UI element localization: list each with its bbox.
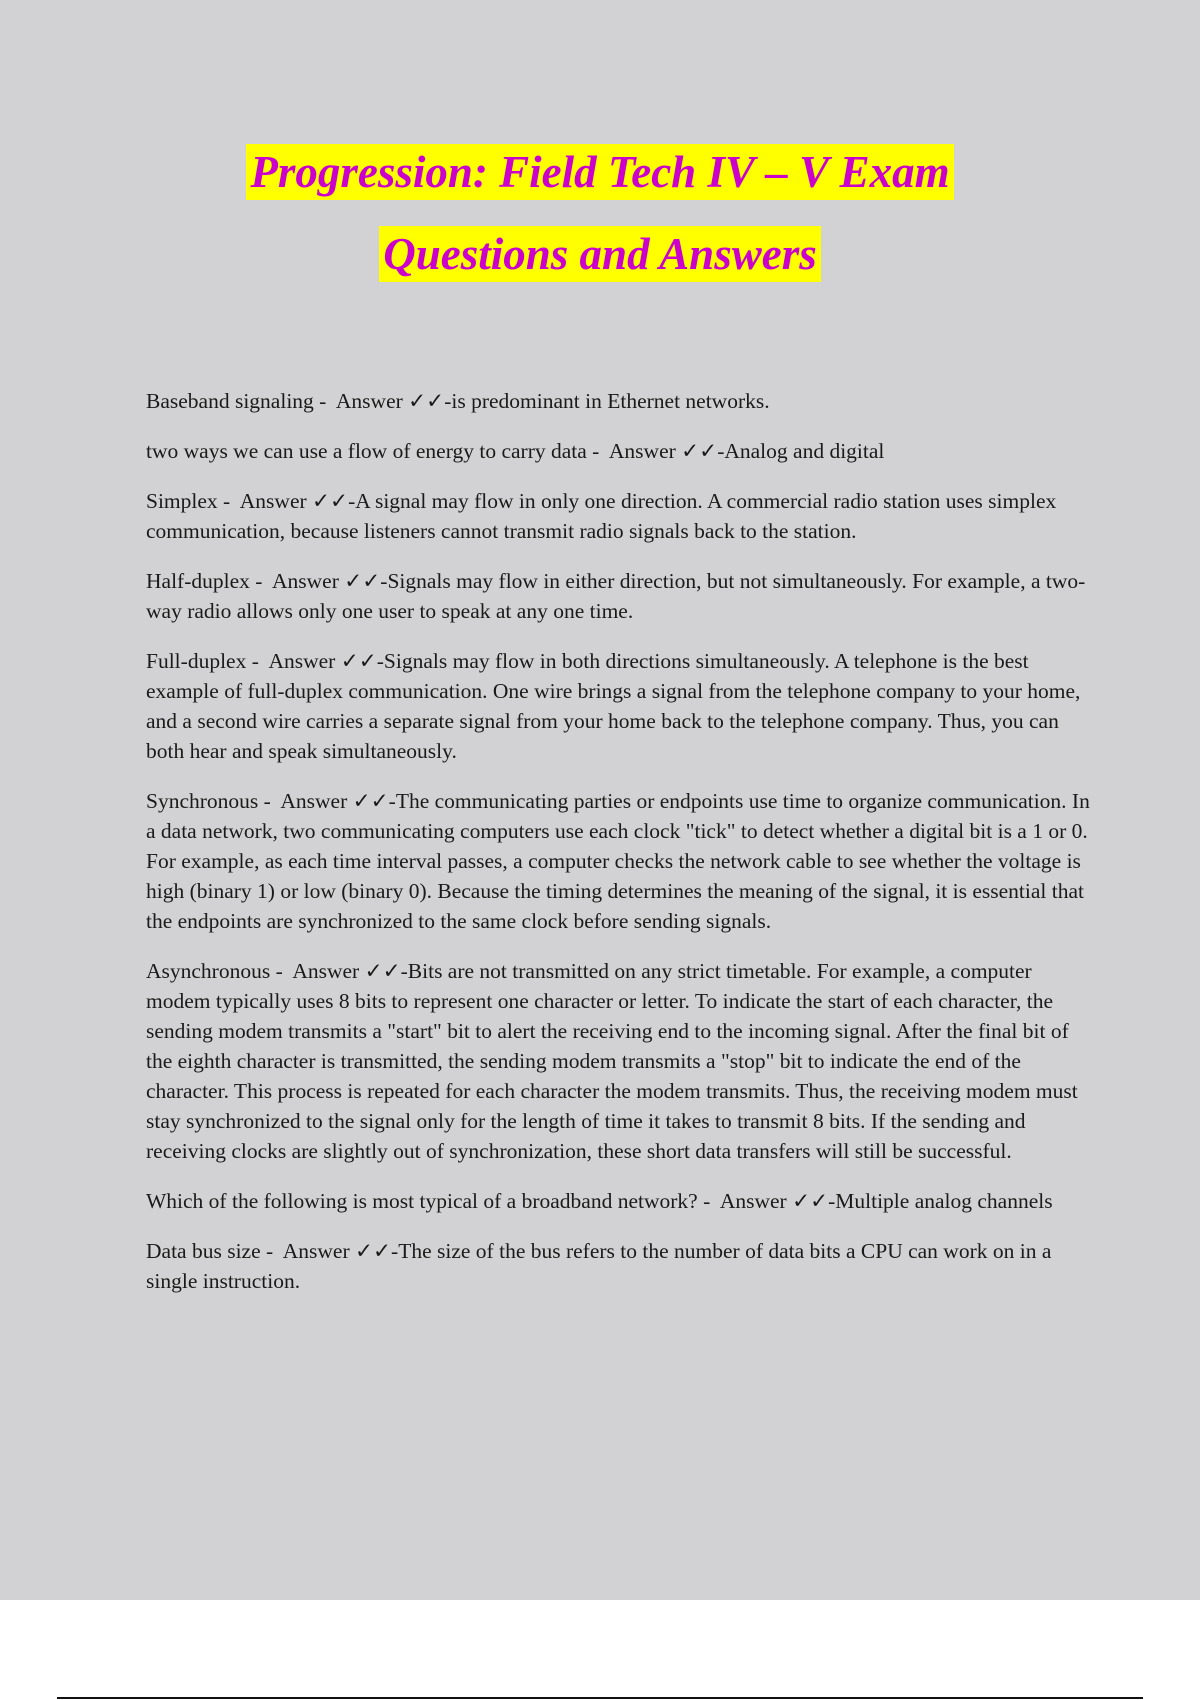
- answer-label: Answer: [280, 789, 348, 813]
- qa-item: Full-duplex - Answer ✓✓-Signals may flow in both directions simultaneously. A telephone is the best example of full-duplex communication. One wire brings a signal from the telephone company to your home, and a second wire carries a separate signal from your home back to the telephone company. Thus, you can both hear and speak simultaneously.: [146, 649, 1081, 763]
- qa-answer: Multiple analog channels: [835, 1189, 1053, 1213]
- qa-answer: A signal may flow in only one direction. A commercial radio station uses simplex communication, because listeners cannot transmit radio signals back to the station.: [146, 489, 1057, 543]
- qa-answer: The size of the bus refers to the number of data bits a CPU can work on in a single instruction.: [146, 1239, 1052, 1293]
- qa-term: Data bus size: [146, 1239, 261, 1263]
- qa-item: Half-duplex - Answer ✓✓-Signals may flow in either direction, but not simultaneously. For example, a two-way radio allows only one user to speak at any one time.: [146, 569, 1086, 623]
- qa-answer: Analog and digital: [724, 439, 885, 463]
- title-line-1: Progression: Field Tech IV – V Exam: [246, 144, 953, 200]
- check-marks-icon: ✓✓: [312, 489, 349, 513]
- check-marks-icon: ✓✓: [340, 649, 377, 673]
- footer-divider: [57, 1697, 1143, 1699]
- qa-term: Synchronous: [146, 789, 259, 813]
- qa-term: Baseband signaling: [146, 389, 314, 413]
- document-title: [0, 144, 1200, 308]
- answer-label: Answer: [239, 489, 307, 513]
- qa-term: Which of the following is most typical of a broadband network?: [146, 1189, 698, 1213]
- qa-list: [146, 386, 1096, 1316]
- qa-answer: Signals may flow in either direction, but not simultaneously. For example, a two-way radio allows only one user to speak at any one time.: [146, 569, 1086, 623]
- qa-term: Half-duplex: [146, 569, 250, 593]
- qa-term: Full-duplex: [146, 649, 247, 673]
- title-line-2: Questions and Answers: [379, 226, 820, 282]
- check-marks-icon: ✓✓: [364, 959, 401, 983]
- qa-answer: Signals may flow in both directions simultaneously. A telephone is the best example of full-duplex communication. One wire brings a signal from the telephone company to your home, and a second wire carries a separate signal from your home back to the telephone company. Thus, you can both hear and speak simultaneously.: [146, 649, 1081, 763]
- answer-label: Answer: [272, 569, 339, 593]
- check-marks-icon: ✓✓: [344, 569, 381, 593]
- qa-item: Baseband signaling - Answer ✓✓-is predominant in Ethernet networks.: [146, 389, 770, 413]
- answer-label: Answer: [292, 959, 360, 983]
- check-marks-icon: ✓✓: [681, 439, 718, 463]
- answer-label: Answer: [335, 389, 403, 413]
- check-marks-icon: ✓✓: [355, 1239, 392, 1263]
- qa-answer: is predominant in Ethernet networks.: [451, 389, 770, 413]
- qa-item: Which of the following is most typical of a broadband network? - Answer ✓✓-Multiple analog channels: [146, 1189, 1053, 1213]
- answer-label: Answer: [268, 649, 336, 673]
- qa-item: Synchronous - Answer ✓✓-The communicating parties or endpoints use time to organize communication. In a data network, two communicating computers use each clock "tick" to detect whether a digital bit is a 1 or 0. For example, as each time interval passes, a computer checks the network cable to see whether the voltage is high (binary 1) or low (binary 0). Because the timing determines the meaning of the signal, it is essential that the endpoints are synchronized to the same clock before sending signals.: [146, 789, 1090, 933]
- qa-term: Simplex: [146, 489, 218, 513]
- answer-label: Answer: [608, 439, 676, 463]
- check-marks-icon: ✓✓: [352, 789, 389, 813]
- qa-term: Asynchronous: [146, 959, 271, 983]
- qa-item: two ways we can use a flow of energy to carry data - Answer ✓✓-Analog and digital: [146, 439, 885, 463]
- check-marks-icon: ✓✓: [792, 1189, 829, 1213]
- qa-item: Asynchronous - Answer ✓✓-Bits are not transmitted on any strict timetable. For example, a computer modem typically uses 8 bits to represent one character or letter. To indicate the start of each character, the sending modem transmits a "start" bit to alert the receiving end to the incoming signal. After the final bit of the eighth character is transmitted, the sending modem transmits a "stop" bit to indicate the end of the character. This process is repeated for each character the modem transmits. Thus, the receiving modem must stay synchronized to the signal only for the length of time it takes to transmit 8 bits. If the sending and receiving clocks are slightly out of synchronization, these short data transfers will still be successful.: [146, 959, 1078, 1163]
- answer-label: Answer: [282, 1239, 350, 1263]
- qa-answer: Bits are not transmitted on any strict timetable. For example, a computer modem typically uses 8 bits to represent one character or letter. To indicate the start of each character, the sending modem transmits a "start" bit to alert the receiving end to the incoming signal. After the final bit of the eighth character is transmitted, the sending modem transmits a "stop" bit to indicate the end of the character. This process is repeated for each character the modem transmits. Thus, the receiving modem must stay synchronized to the signal only for the length of time it takes to transmit 8 bits. If the sending and receiving clocks are slightly out of synchronization, these short data transfers will still be successful.: [146, 959, 1078, 1163]
- answer-label: Answer: [719, 1189, 787, 1213]
- qa-item: Simplex - Answer ✓✓-A signal may flow in only one direction. A commercial radio station uses simplex communication, because listeners cannot transmit radio signals back to the station.: [146, 489, 1057, 543]
- qa-answer: The communicating parties or endpoints use time to organize communication. In a data network, two communicating computers use each clock "tick" to detect whether a digital bit is a 1 or 0. For example, as each time interval passes, a computer checks the network cable to see whether the voltage is high (binary 1) or low (binary 0). Because the timing determines the meaning of the signal, it is essential that the endpoints are synchronized to the same clock before sending signals.: [146, 789, 1090, 933]
- check-marks-icon: ✓✓: [408, 389, 445, 413]
- qa-term: two ways we can use a flow of energy to carry data: [146, 439, 587, 463]
- qa-item: Data bus size - Answer ✓✓-The size of the bus refers to the number of data bits a CPU can work on in a single instruction.: [146, 1239, 1052, 1293]
